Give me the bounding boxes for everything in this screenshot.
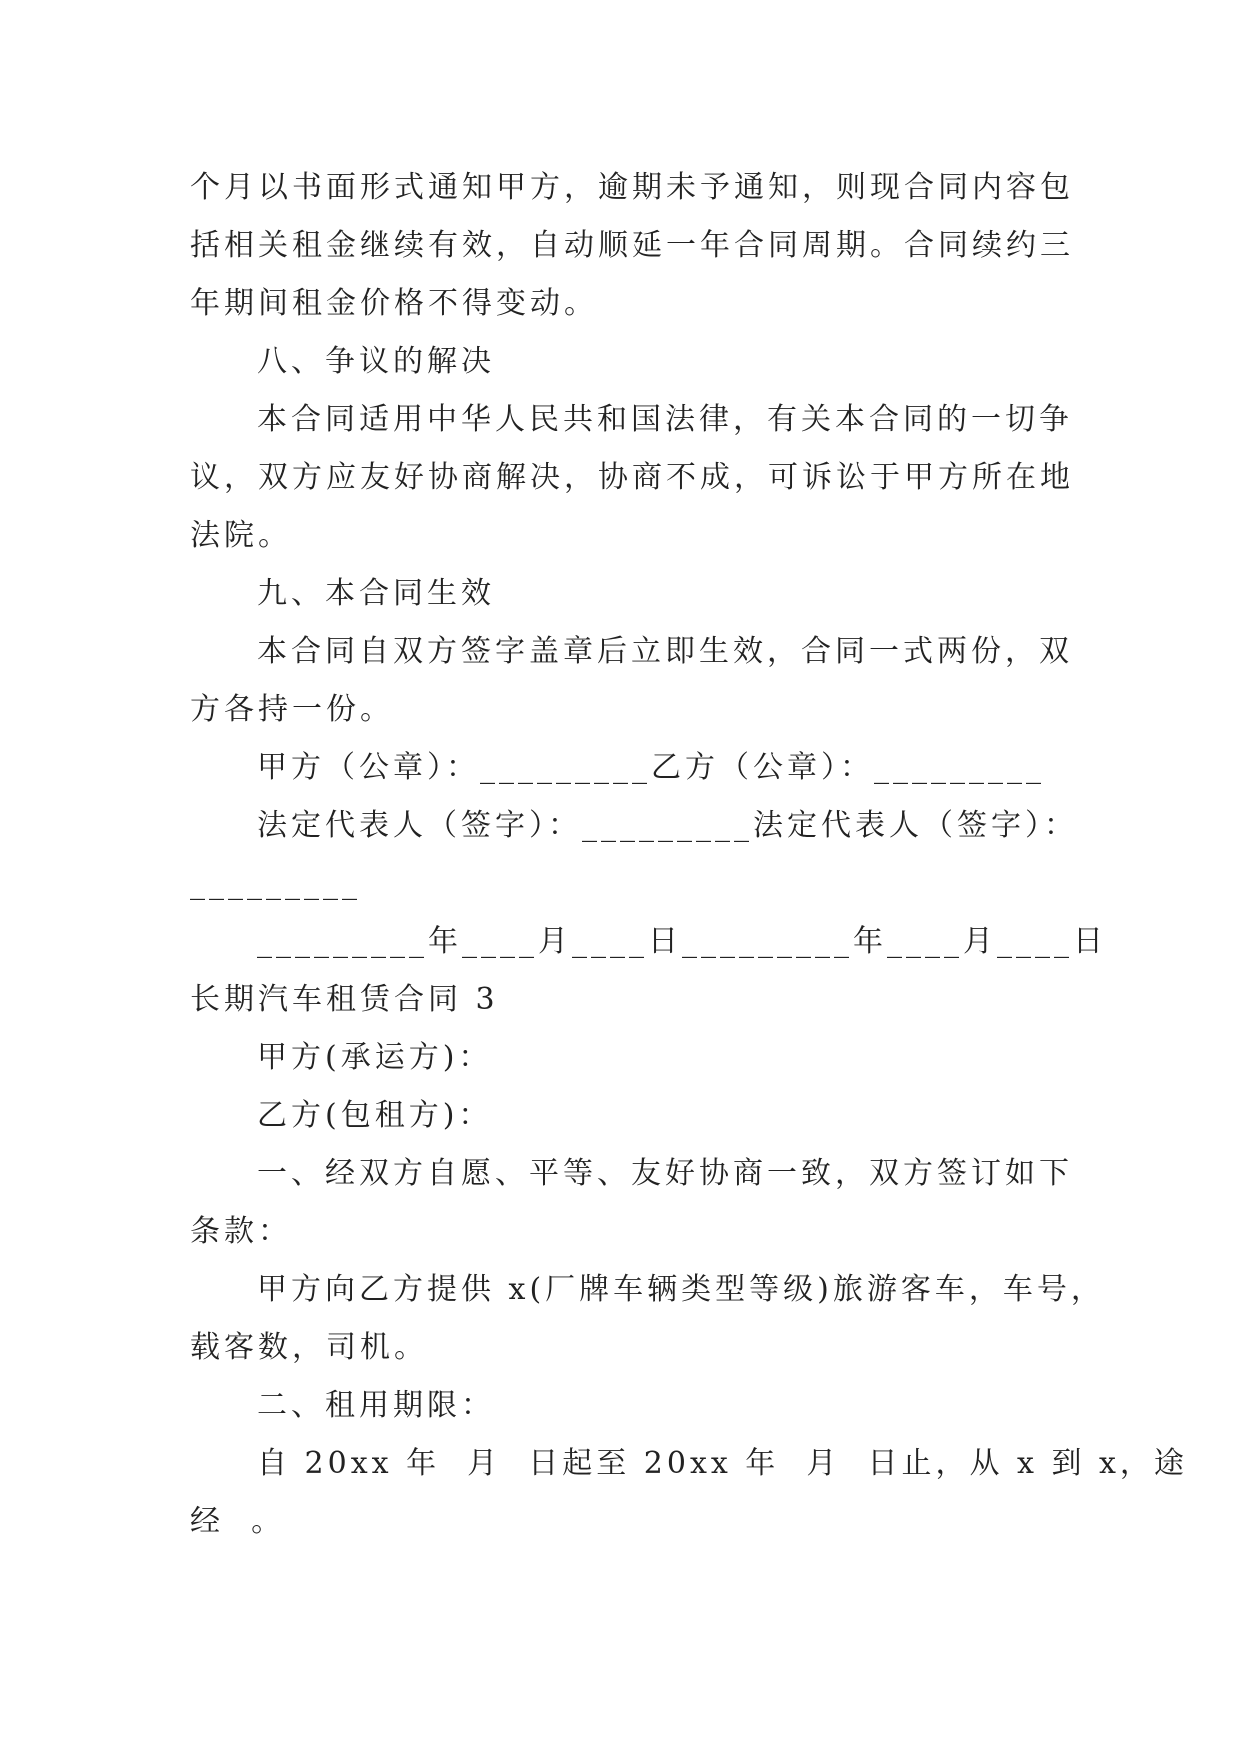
rental-period-line-1: 自 20xx 年 月 日起至 20xx 年 月 日止，从 x 到 x，途 (257, 1446, 1188, 1481)
vehicle-provision-line-1: 甲方向乙方提供 x(厂牌车辆类型等级)旅游客车，车号， (257, 1272, 1105, 1307)
party-b-line: 乙方(包租方)： (257, 1098, 493, 1133)
paragraph-effectiveness-line-2: 方各持一份。 (190, 692, 394, 727)
paragraph-dispute-line-1: 本合同适用中华人民共和国法律，有关本合同的一切争 (257, 402, 1073, 437)
signature-seal-line: 甲方（公章）：_________乙方（公章）：_________ (257, 750, 1045, 785)
clause-two-heading: 二、租用期限： (257, 1388, 495, 1423)
text-line-continuation-3: 年期间租金价格不得变动。 (190, 286, 598, 321)
paragraph-dispute-line-3: 法院。 (190, 518, 292, 553)
vehicle-provision-line-2: 载客数，司机。 (190, 1330, 428, 1365)
rental-period-line-2: 经 。 (190, 1504, 286, 1539)
contract-title: 长期汽车租赁合同 3 (190, 982, 499, 1017)
clause-one-line-1: 一、经双方自愿、平等、友好协商一致，双方签订如下 (257, 1156, 1073, 1191)
signature-representative-line: 法定代表人（签字）：_________法定代表人（签字）： (257, 808, 1078, 843)
paragraph-effectiveness-line-1: 本合同自双方签字盖章后立即生效，合同一式两份，双 (257, 634, 1073, 669)
text-line-continuation-1: 个月以书面形式通知甲方，逾期未予通知，则现合同内容包 (190, 170, 1074, 205)
text-line-continuation-2: 括相关租金继续有效，自动顺延一年合同周期。合同续约三 (190, 228, 1074, 263)
signature-blank-line: _________ (190, 866, 361, 901)
section-heading-effectiveness: 九、本合同生效 (257, 576, 495, 611)
section-heading-dispute-resolution: 八、争议的解决 (257, 344, 495, 379)
party-a-line: 甲方(承运方)： (257, 1040, 493, 1075)
signature-date-line: _________年____月____日_________年____月____日 (257, 924, 1107, 959)
clause-one-line-2: 条款： (190, 1214, 292, 1249)
paragraph-dispute-line-2: 议，双方应友好协商解决，协商不成，可诉讼于甲方所在地 (190, 460, 1074, 495)
